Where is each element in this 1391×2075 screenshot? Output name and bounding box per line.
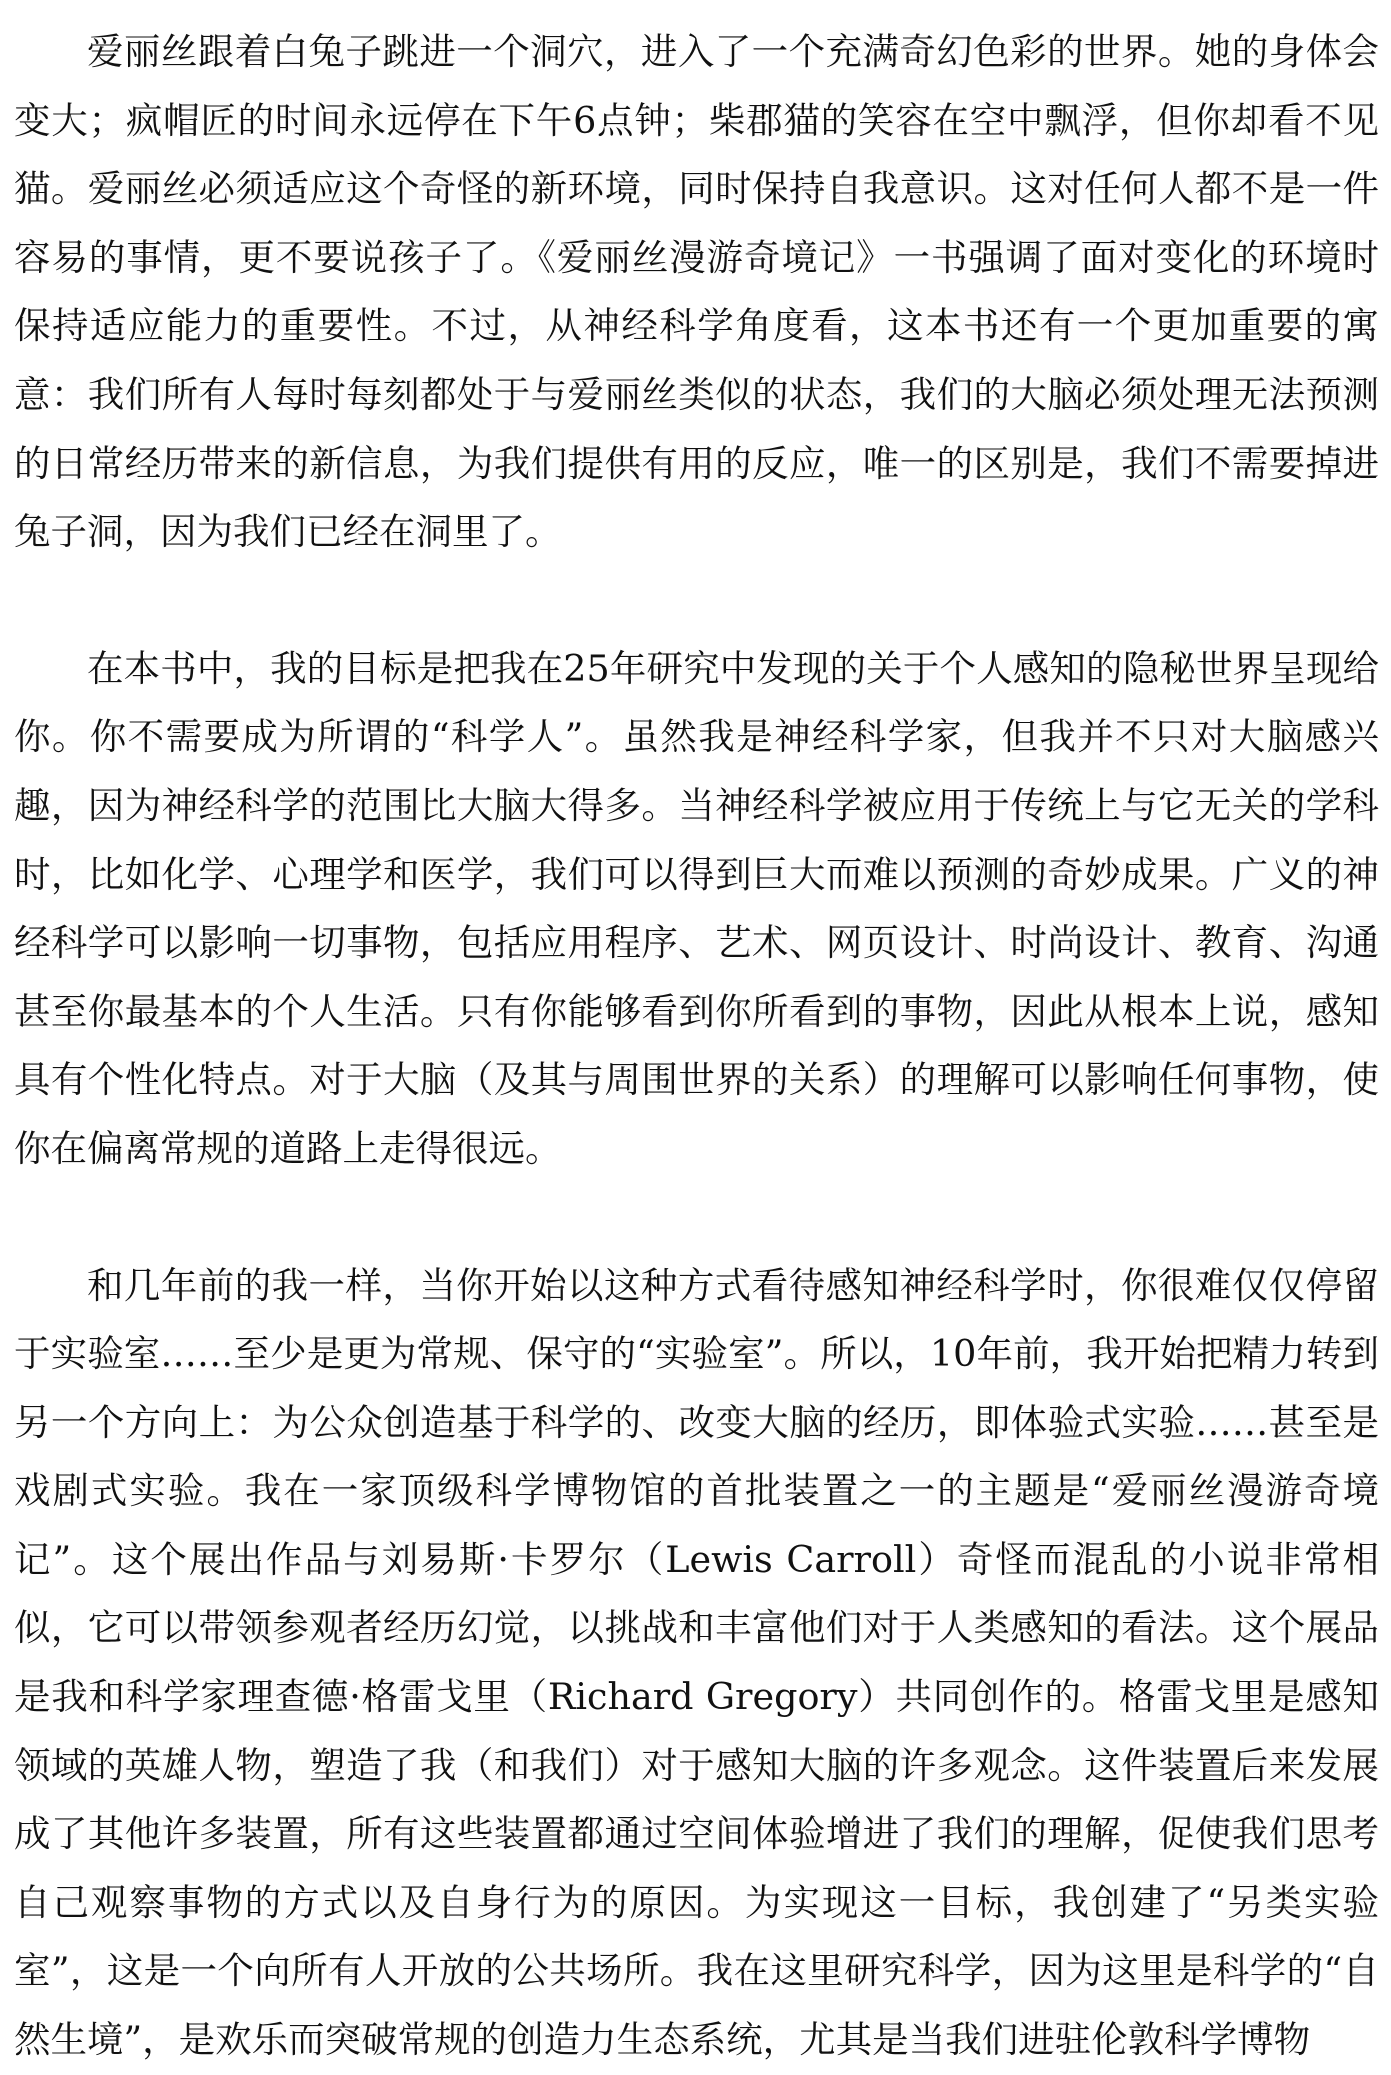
paragraph-3: 和几年前的我一样，当你开始以这种方式看待感知神经科学时，你很难仅仅停留于实验室……至少是更为常规、保守的“实验室”。所以，10年前，我开始把精力转到另一个方向上：为公众创造基于科学的、改变大脑的经历，即体验式实验……甚至是戏剧式实验。我在一家顶级科学博物馆的首批装置之一的主题是“爱丽丝漫游奇境记”。这个展出作品与刘易斯·卡罗尔（Lewis Carroll）奇怪而混乱的小说非常相似，它可以带领参观者经历幻觉，以挑战和丰富他们对于人类感知的看法。这个展品是我和科学家理查德·格雷戈里（Richard Gregory）共同创作的。格雷戈里是感知领域的英雄人物，塑造了我（和我们）对于感知大脑的许多观念。这件装置后来发展成了其他许多装置，所有这些装置都通过空间体验增进了我们的理解，促使我们思考自己观察事物的方式以及自身行为的原因。为实现这一目标，我创建了“另类实验室”，这是一个向所有人开放的公共场所。我在这里研究科学，因为这里是科学的“自然生境”，是欢乐而突破常规的创造力生态系统，尤其是当我们进驻伦敦科学博物: [14, 1263, 1379, 2062]
paragraph-2: 在本书中，我的目标是把我在25年研究中发现的关于个人感知的隐秘世界呈现给你。你不需要成为所谓的“科学人”。虽然我是神经科学家，但我并不只对大脑感兴趣，因为神经科学的范围比大脑大得多。当神经科学被应用于传统上与它无关的学科时，比如化学、心理学和医学，我们可以得到巨大而难以预测的奇妙成果。广义的神经科学可以影响一切事物，包括应用程序、艺术、网页设计、时尚设计、教育、沟通甚至你最基本的个人生活。只有你能够看到你所看到的事物，因此从根本上说，感知具有个性化特点。对于大脑（及其与周围世界的关系）的理解可以影响任何事物，使你在偏离常规的道路上走得很远。: [14, 646, 1379, 1170]
document-page: [14, 18, 1379, 2075]
paragraph-1: 爱丽丝跟着白兔子跳进一个洞穴，进入了一个充满奇幻色彩的世界。她的身体会变大；疯帽匠的时间永远停在下午6点钟；柴郡猫的笑容在空中飘浮，但你却看不见猫。爱丽丝必须适应这个奇怪的新环境，同时保持自我意识。这对任何人都不是一件容易的事情，更不要说孩子了。《爱丽丝漫游奇境记》一书强调了面对变化的环境时保持适应能力的重要性。不过，从神经科学角度看，这本书还有一个更加重要的寓意：我们所有人每时每刻都处于与爱丽丝类似的状态，我们的大脑必须处理无法预测的日常经历带来的新信息，为我们提供有用的反应，唯一的区别是，我们不需要掉进兔子洞，因为我们已经在洞里了。: [14, 30, 1379, 554]
